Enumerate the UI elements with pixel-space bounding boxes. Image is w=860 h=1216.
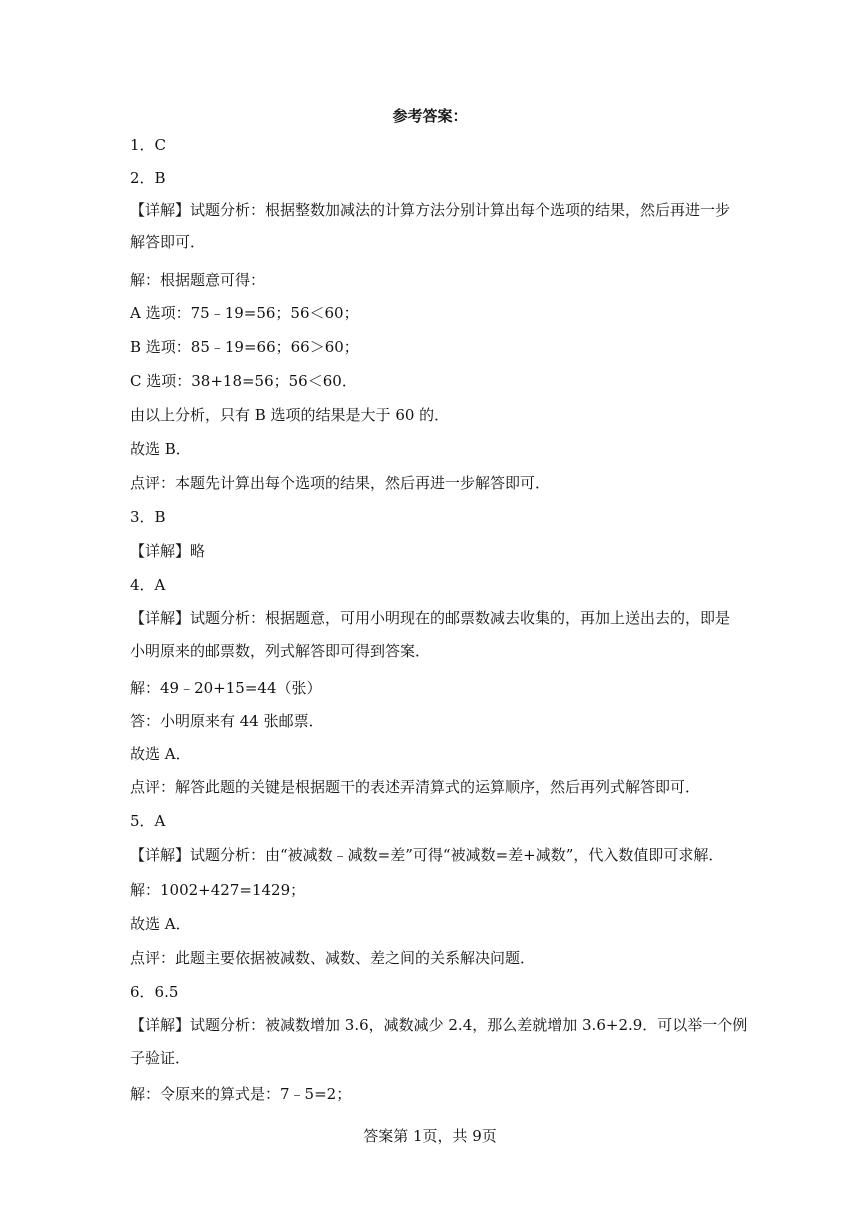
answer-line: 解：令原来的算式是：7﹣5=2； bbox=[130, 1085, 352, 1103]
answer-line: A 选项：75﹣19=56；56＜60； bbox=[130, 304, 359, 322]
answer-line: B 选项：85﹣19=66；66＞60； bbox=[130, 338, 359, 356]
answer-line: 点评：此题主要依据被减数、减数、差之间的关系解决问题． bbox=[130, 949, 536, 967]
answer-line: 1．C bbox=[130, 136, 167, 154]
page-footer: 答案第 1页，共 9页 bbox=[363, 1127, 497, 1145]
answer-line: 【详解】试题分析：根据整数加减法的计算方法分别计算出每个选项的结果，然后再进一步 bbox=[130, 201, 731, 219]
answer-line: 5．A bbox=[130, 812, 166, 830]
answer-line: 故选 B． bbox=[130, 440, 191, 458]
answer-line: 2．B bbox=[130, 169, 166, 187]
answer-line: 点评：本题先计算出每个选项的结果，然后再进一步解答即可． bbox=[130, 474, 551, 492]
answer-line: 子验证． bbox=[130, 1049, 191, 1067]
answer-line: 解：49﹣20+15=44（张） bbox=[130, 679, 322, 697]
answer-line: 【详解】试题分析：根据题意，可用小明现在的邮票数减去收集的，再加上送出去的，即是 bbox=[130, 609, 731, 627]
answer-line: 6．6.5 bbox=[130, 983, 179, 1001]
answer-line: 解：根据题意可得： bbox=[130, 271, 266, 289]
answer-line: 【详解】试题分析：由“被减数﹣减数=差”可得“被减数=差+减数”，代入数值即可求解． bbox=[130, 846, 724, 864]
answer-line: 由以上分析，只有 B 选项的结果是大于 60 的． bbox=[130, 406, 450, 424]
answer-line: 【详解】试题分析：被减数增加 3.6，减数减少 2.4，那么差就增加 3.6+2.9．可以举一个例 bbox=[130, 1016, 748, 1034]
answer-line: 解：1002+427=1429； bbox=[130, 881, 306, 899]
answer-line: 故选 A． bbox=[130, 915, 191, 933]
answer-line: 故选 A． bbox=[130, 745, 191, 763]
page-title: 参考答案： bbox=[392, 107, 468, 125]
answer-line: 小明原来的邮票数，列式解答即可得到答案． bbox=[130, 642, 431, 660]
answer-line: C 选项：38+18=56；56＜60． bbox=[130, 372, 357, 390]
answer-line: 点评：解答此题的关键是根据题干的表述弄清算式的运算顺序，然后再列式解答即可． bbox=[130, 778, 701, 796]
answer-line: 【详解】略 bbox=[130, 542, 206, 560]
answer-line: 4．A bbox=[130, 576, 166, 594]
answer-line: 3．B bbox=[130, 508, 166, 526]
answer-line: 答：小明原来有 44 张邮票． bbox=[130, 712, 324, 730]
answer-line: 解答即可． bbox=[130, 233, 206, 251]
